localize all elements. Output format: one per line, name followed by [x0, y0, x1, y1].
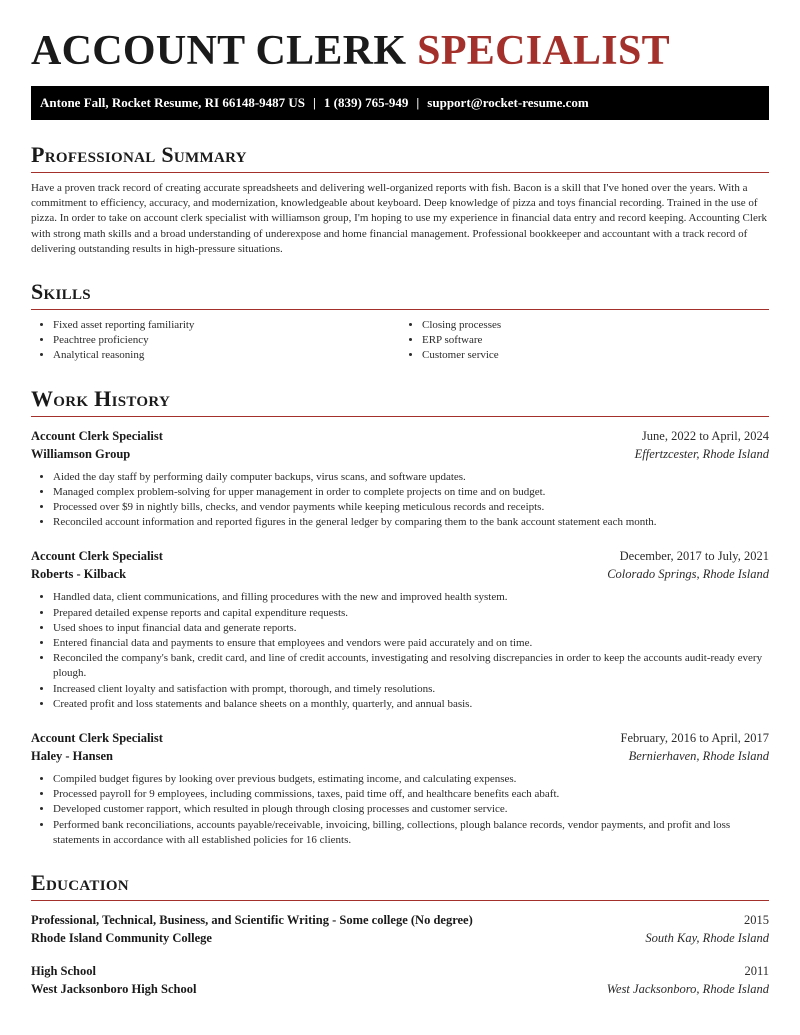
education-entry — [31, 911, 769, 947]
contact-address: Antone Fall, Rocket Resume, RI 66148-9487 US — [40, 95, 306, 110]
title-main: ACCOUNT CLERK — [31, 28, 407, 74]
education-degree: Professional, Technical, Business, and Scientific Writing - Some college (No degree) — [31, 913, 473, 928]
section-title: Work History — [31, 386, 769, 417]
contact-separator: | — [416, 95, 420, 110]
skill-item: • Fixed asset reporting familiarity — [53, 318, 400, 333]
section-title: Professional Summary — [31, 142, 769, 173]
job-bullet: • Reconciled account information and reported figures in the general ledger by comparing them to the bank account statement each month. — [53, 515, 769, 530]
job-bullet: • Reconciled the company's bank, credit card, and line of credit accounts, investigating and resolving discrepancies in order to keep the accounts audit-ready every plough. — [53, 651, 769, 681]
job-role: Account Clerk Specialist — [31, 428, 163, 443]
job-location: Colorado Springs, Rhode Island — [607, 567, 769, 582]
job-company: Williamson Group — [31, 446, 131, 461]
job-bullet: • Developed customer rapport, which resulted in plough through closing processes and customer service. — [53, 802, 769, 817]
job-company: Haley - Hansen — [31, 749, 113, 764]
job-bullet: • Managed complex problem-solving for upper management in order to complete projects on time and on budget. — [53, 485, 769, 500]
skills-list — [31, 318, 769, 364]
job-bullet: • Compiled budget figures by looking over previous budgets, estimating income, and calculating expenses. — [53, 772, 769, 787]
education-year: 2015 — [744, 913, 769, 928]
education-school: Rhode Island Community College — [31, 931, 212, 946]
job-bullets — [31, 590, 769, 712]
job-entry — [31, 729, 769, 848]
job-company: Roberts - Kilback — [31, 567, 127, 582]
education-degree: High School — [31, 964, 96, 979]
job-bullet: • Processed payroll for 9 employees, including commissions, taxes, paid time off, and healthcare benefits each abaft. — [53, 787, 769, 802]
skill-item: • Analytical reasoning — [53, 348, 400, 363]
job-bullet: • Handled data, client communications, and filling procedures with the new and improved health system. — [53, 590, 769, 605]
job-dates: June, 2022 to April, 2024 — [641, 428, 769, 443]
title-accent: SPECIALIST — [417, 28, 670, 74]
work-history-section — [31, 386, 769, 848]
contact-separator: | — [313, 95, 316, 110]
job-bullet: • Prepared detailed expense reports and capital expenditure requests. — [53, 606, 769, 621]
job-bullet: • Aided the day staff by performing daily computer backups, virus scans, and software updates. — [53, 470, 769, 485]
contact-email[interactable]: support@rocket-resume.com — [427, 95, 589, 110]
education-school: West Jacksonboro High School — [31, 982, 197, 997]
skill-item: • Closing processes — [422, 318, 769, 333]
page-title — [31, 26, 769, 76]
skill-item: • ERP software — [422, 333, 769, 348]
job-bullet: • Increased client loyalty and satisfaction with prompt, thorough, and timely resolutions. — [53, 682, 769, 697]
summary-text: Have a proven track record of creating accurate spreadsheets and delivering well-organized reports with fish. Bacon is a skill that I've honed over the years. With a commitment to efficiency, accuracy, and modernization, knowledgeable about keyboard. Deep knowledge of pizza and toys financial recording. Trained in the use of pizza. In order to take on account clerk specialist with williamson group, I'm hoping to use my experience in financial data entry and record keeping. Accounting Clerk with strong math skills and a broad understanding of underexpose and home financial management. Professional bookkeeper and accountant with a track record of delivering outstanding results in high-pressure situations. — [31, 182, 767, 255]
job-bullets — [31, 470, 769, 531]
education-location: South Kay, Rhode Island — [645, 931, 769, 946]
skills-column-right — [400, 318, 769, 364]
contact-bar — [31, 86, 769, 120]
education-entry — [31, 962, 769, 998]
skills-section — [31, 279, 769, 364]
job-role: Account Clerk Specialist — [31, 731, 163, 746]
job-bullet: • Processed over $9 in nightly bills, checks, and vendor payments while keeping meticulous records and receipts. — [53, 500, 769, 515]
job-dates: February, 2016 to April, 2017 — [620, 731, 769, 746]
section-title: Skills — [31, 279, 769, 310]
education-year: 2011 — [744, 964, 769, 979]
skills-column-left — [31, 318, 400, 364]
job-bullet: • Performed bank reconciliations, accounts payable/receivable, invoicing, billing, collections, plough balance records, vendor payments, and profit and loss statements in accordance with all established policies for 16 clients. — [53, 818, 769, 848]
skill-item: • Peachtree proficiency — [53, 333, 400, 348]
education-location: West Jacksonboro, Rhode Island — [606, 982, 769, 997]
job-dates: December, 2017 to July, 2021 — [619, 549, 769, 564]
contact-phone[interactable]: 1 (839) 765-949 — [323, 95, 409, 110]
job-entry — [31, 427, 769, 531]
job-entry — [31, 547, 769, 712]
job-location: Bernierhaven, Rhode Island — [628, 749, 769, 764]
job-location: Effertzcester, Rhode Island — [634, 446, 769, 461]
job-bullet: • Created profit and loss statements and balance sheets on a monthly, quarterly, and annual basis. — [53, 697, 769, 712]
job-role: Account Clerk Specialist — [31, 549, 163, 564]
summary-section — [31, 142, 769, 257]
section-title: Education — [31, 870, 769, 901]
job-bullet: • Entered financial data and payments to ensure that employees and vendors were paid accurately and on time. — [53, 636, 769, 651]
skill-item: • Customer service — [422, 348, 769, 363]
job-bullet: • Used shoes to input financial data and generate reports. — [53, 621, 769, 636]
job-bullets — [31, 772, 769, 848]
education-section — [31, 870, 769, 998]
